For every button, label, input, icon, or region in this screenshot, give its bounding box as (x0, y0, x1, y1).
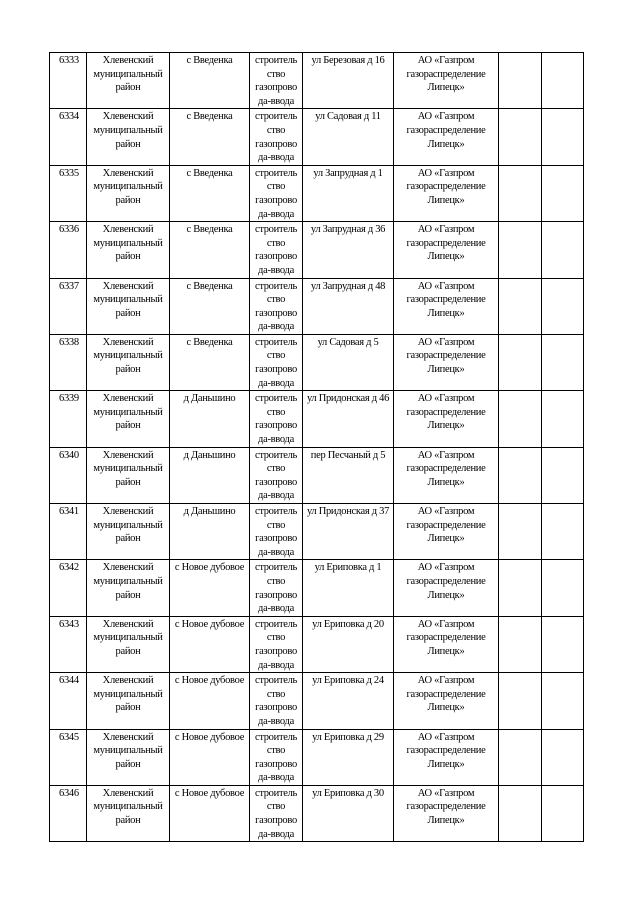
empty-cell (499, 334, 542, 390)
district-cell: Хлевенский муниципальный район (87, 616, 170, 672)
empty-cell (499, 447, 542, 503)
empty-cell (499, 729, 542, 785)
row-number-cell: 6345 (50, 729, 87, 785)
empty-cell (499, 53, 542, 109)
organization-cell: АО «Газпром газораспределение Липецк» (394, 334, 499, 390)
empty-cell (542, 729, 584, 785)
organization-cell: АО «Газпром газораспределение Липецк» (394, 165, 499, 221)
organization-cell: АО «Газпром газораспределение Липецк» (394, 673, 499, 729)
settlement-cell: с Новое дубовое (170, 560, 250, 616)
organization-cell: АО «Газпром газораспределение Липецк» (394, 504, 499, 560)
organization-cell: АО «Газпром газораспределение Липецк» (394, 53, 499, 109)
row-number-cell: 6343 (50, 616, 87, 672)
address-cell: ул Садовая д 11 (303, 109, 394, 165)
table-row (50, 616, 584, 672)
table-row (50, 447, 584, 503)
gas-connection-table (49, 52, 584, 842)
organization-cell: АО «Газпром газораспределение Липецк» (394, 560, 499, 616)
table-row (50, 785, 584, 841)
address-cell: ул Придонская д 46 (303, 391, 394, 447)
district-cell: Хлевенский муниципальный район (87, 560, 170, 616)
settlement-cell: с Новое дубовое (170, 673, 250, 729)
work-type-cell: строитель ство газопрово да-ввода (250, 278, 303, 334)
district-cell: Хлевенский муниципальный район (87, 729, 170, 785)
work-type-cell: строитель ство газопрово да-ввода (250, 222, 303, 278)
row-number-cell: 6337 (50, 278, 87, 334)
address-cell: ул Запрудная д 48 (303, 278, 394, 334)
organization-cell: АО «Газпром газораспределение Липецк» (394, 616, 499, 672)
table-row (50, 729, 584, 785)
empty-cell (542, 673, 584, 729)
empty-cell (499, 560, 542, 616)
row-number-cell: 6336 (50, 222, 87, 278)
settlement-cell: д Даньшино (170, 447, 250, 503)
row-number-cell: 6338 (50, 334, 87, 390)
table-row (50, 53, 584, 109)
row-number-cell: 6333 (50, 53, 87, 109)
address-cell: ул Ериповка д 24 (303, 673, 394, 729)
address-cell: ул Березовая д 16 (303, 53, 394, 109)
settlement-cell: с Введенка (170, 278, 250, 334)
district-cell: Хлевенский муниципальный район (87, 785, 170, 841)
address-cell: ул Придонская д 37 (303, 504, 394, 560)
district-cell: Хлевенский муниципальный район (87, 53, 170, 109)
empty-cell (542, 560, 584, 616)
table-body (50, 53, 584, 842)
empty-cell (499, 278, 542, 334)
work-type-cell: строитель ство газопрово да-ввода (250, 673, 303, 729)
organization-cell: АО «Газпром газораспределение Липецк» (394, 109, 499, 165)
organization-cell: АО «Газпром газораспределение Липецк» (394, 447, 499, 503)
table-row (50, 334, 584, 390)
district-cell: Хлевенский муниципальный район (87, 673, 170, 729)
empty-cell (499, 391, 542, 447)
table-row (50, 222, 584, 278)
empty-cell (542, 504, 584, 560)
empty-cell (499, 109, 542, 165)
row-number-cell: 6342 (50, 560, 87, 616)
empty-cell (499, 616, 542, 672)
settlement-cell: с Новое дубовое (170, 616, 250, 672)
district-cell: Хлевенский муниципальный район (87, 391, 170, 447)
row-number-cell: 6341 (50, 504, 87, 560)
address-cell: ул Ериповка д 1 (303, 560, 394, 616)
settlement-cell: д Даньшино (170, 391, 250, 447)
settlement-cell: с Введенка (170, 222, 250, 278)
work-type-cell: строитель ство газопрово да-ввода (250, 165, 303, 221)
row-number-cell: 6344 (50, 673, 87, 729)
work-type-cell: строитель ство газопрово да-ввода (250, 334, 303, 390)
address-cell: пер Песчаный д 5 (303, 447, 394, 503)
row-number-cell: 6335 (50, 165, 87, 221)
organization-cell: АО «Газпром газораспределение Липецк» (394, 391, 499, 447)
work-type-cell: строитель ство газопрово да-ввода (250, 729, 303, 785)
empty-cell (542, 334, 584, 390)
empty-cell (542, 278, 584, 334)
work-type-cell: строитель ство газопрово да-ввода (250, 504, 303, 560)
table-row (50, 560, 584, 616)
settlement-cell: с Введенка (170, 53, 250, 109)
work-type-cell: строитель ство газопрово да-ввода (250, 560, 303, 616)
district-cell: Хлевенский муниципальный район (87, 504, 170, 560)
organization-cell: АО «Газпром газораспределение Липецк» (394, 222, 499, 278)
table-row (50, 673, 584, 729)
empty-cell (499, 222, 542, 278)
district-cell: Хлевенский муниципальный район (87, 447, 170, 503)
empty-cell (542, 785, 584, 841)
work-type-cell: строитель ство газопрово да-ввода (250, 616, 303, 672)
work-type-cell: строитель ство газопрово да-ввода (250, 53, 303, 109)
table-row (50, 109, 584, 165)
district-cell: Хлевенский муниципальный район (87, 278, 170, 334)
table-row (50, 504, 584, 560)
empty-cell (542, 616, 584, 672)
work-type-cell: строитель ство газопрово да-ввода (250, 785, 303, 841)
table-row (50, 278, 584, 334)
address-cell: ул Ериповка д 29 (303, 729, 394, 785)
settlement-cell: д Даньшино (170, 504, 250, 560)
empty-cell (542, 165, 584, 221)
row-number-cell: 6334 (50, 109, 87, 165)
settlement-cell: с Новое дубовое (170, 785, 250, 841)
organization-cell: АО «Газпром газораспределение Липецк» (394, 278, 499, 334)
work-type-cell: строитель ство газопрово да-ввода (250, 391, 303, 447)
address-cell: ул Запрудная д 1 (303, 165, 394, 221)
empty-cell (542, 447, 584, 503)
address-cell: ул Запрудная д 36 (303, 222, 394, 278)
district-cell: Хлевенский муниципальный район (87, 222, 170, 278)
empty-cell (542, 391, 584, 447)
table-row (50, 165, 584, 221)
empty-cell (499, 504, 542, 560)
work-type-cell: строитель ство газопрово да-ввода (250, 447, 303, 503)
row-number-cell: 6339 (50, 391, 87, 447)
table-row (50, 391, 584, 447)
district-cell: Хлевенский муниципальный район (87, 109, 170, 165)
empty-cell (499, 785, 542, 841)
address-cell: ул Ериповка д 30 (303, 785, 394, 841)
settlement-cell: с Введенка (170, 109, 250, 165)
organization-cell: АО «Газпром газораспределение Липецк» (394, 785, 499, 841)
settlement-cell: с Новое дубовое (170, 729, 250, 785)
address-cell: ул Ериповка д 20 (303, 616, 394, 672)
empty-cell (499, 165, 542, 221)
settlement-cell: с Введенка (170, 334, 250, 390)
empty-cell (542, 222, 584, 278)
row-number-cell: 6340 (50, 447, 87, 503)
empty-cell (542, 109, 584, 165)
district-cell: Хлевенский муниципальный район (87, 165, 170, 221)
empty-cell (542, 53, 584, 109)
address-cell: ул Садовая д 5 (303, 334, 394, 390)
organization-cell: АО «Газпром газораспределение Липецк» (394, 729, 499, 785)
work-type-cell: строитель ство газопрово да-ввода (250, 109, 303, 165)
district-cell: Хлевенский муниципальный район (87, 334, 170, 390)
settlement-cell: с Введенка (170, 165, 250, 221)
row-number-cell: 6346 (50, 785, 87, 841)
empty-cell (499, 673, 542, 729)
